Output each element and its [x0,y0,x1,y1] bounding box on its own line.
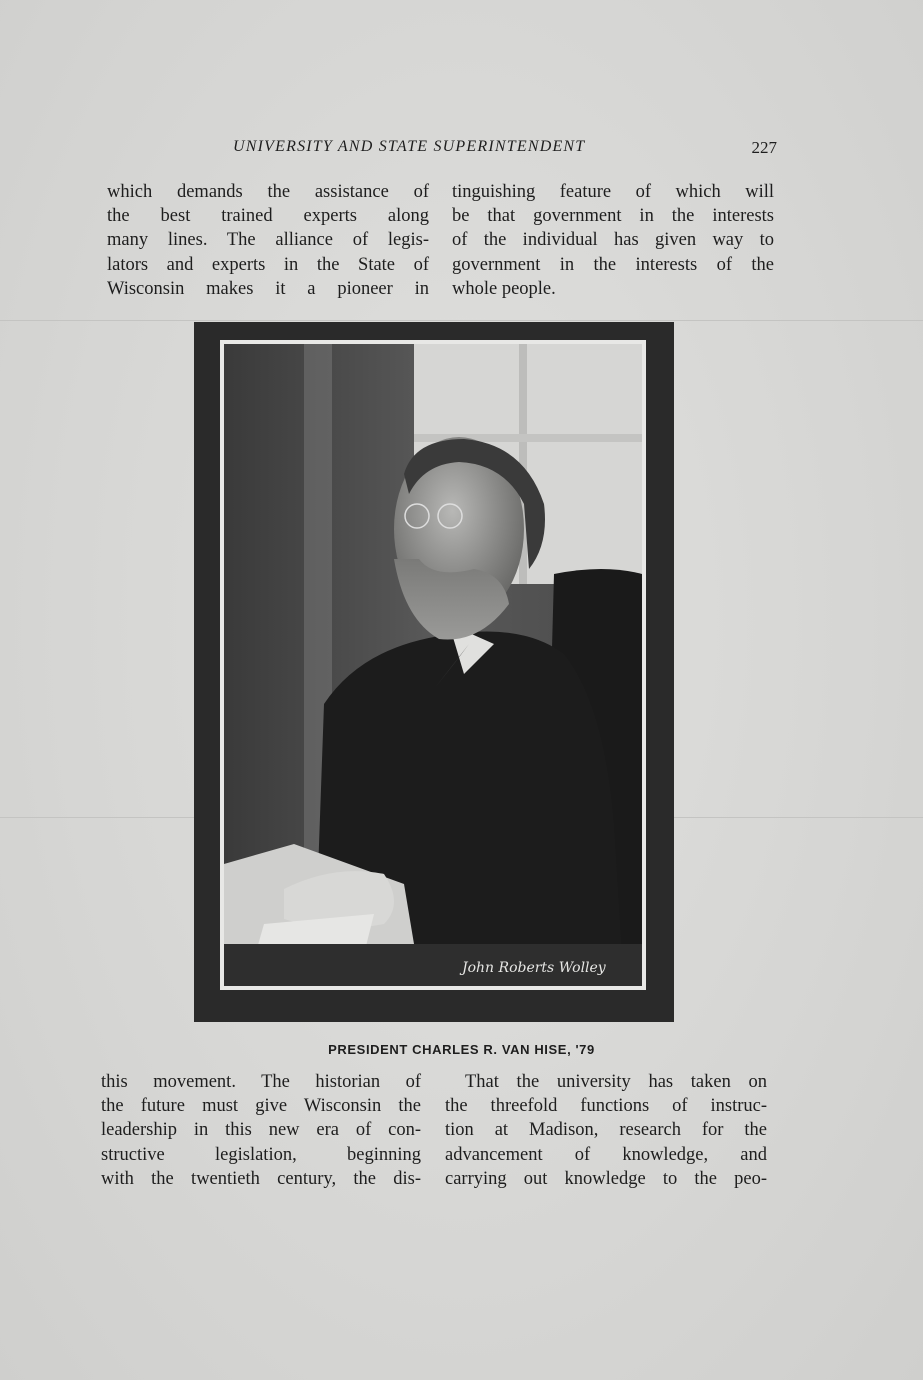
text-line: whole people. [452,278,556,299]
text-line: carrying out knowledge to the peo- [445,1168,767,1189]
text-line: many lines. The alliance of legis- [107,230,429,251]
text-line: which demands the assistance of [107,182,429,202]
text-line: Wisconsin makes it a pioneer in [107,278,429,299]
photographer-signature: John Roberts Wolley [462,960,606,976]
text-line: the future must give Wisconsin the [101,1096,421,1117]
text-line: tinguishing feature of which will [452,182,774,202]
text-line: advancement of knowledge, and [445,1144,767,1165]
page-header [105,138,777,160]
text-line: the best trained experts along [107,206,429,227]
text-line: be that government in the interests [452,206,774,227]
page-number: 227 [751,138,777,157]
bottom-left-column [101,1070,421,1191]
text-line: this movement. The historian of [101,1072,421,1092]
text-line: the threefold functions of instruc- [445,1096,767,1117]
top-right-column [452,180,774,301]
text-line: leadership in this new era of con- [101,1120,421,1141]
photo-caption: PRESIDENT CHARLES R. VAN HISE, '79 [328,1042,595,1057]
text-line: lators and experts in the State of [107,254,429,275]
text-line: tion at Madison, research for the [445,1120,767,1141]
fold-line [0,320,923,321]
portrait-photo [220,340,646,990]
text-line: with the twentieth century, the dis- [101,1168,421,1189]
photo-frame [194,322,674,1022]
top-left-column [107,180,429,301]
text-line: That the university has taken on [465,1072,767,1092]
text-line: structive legislation, beginning [101,1144,421,1165]
portrait-illustration [224,344,642,986]
text-line: of the individual has given way to [452,230,774,251]
text-line: government in the interests of the [452,254,774,275]
bottom-right-column [445,1070,767,1191]
running-title: UNIVERSITY AND STATE SUPERINTENDENT [233,138,586,155]
